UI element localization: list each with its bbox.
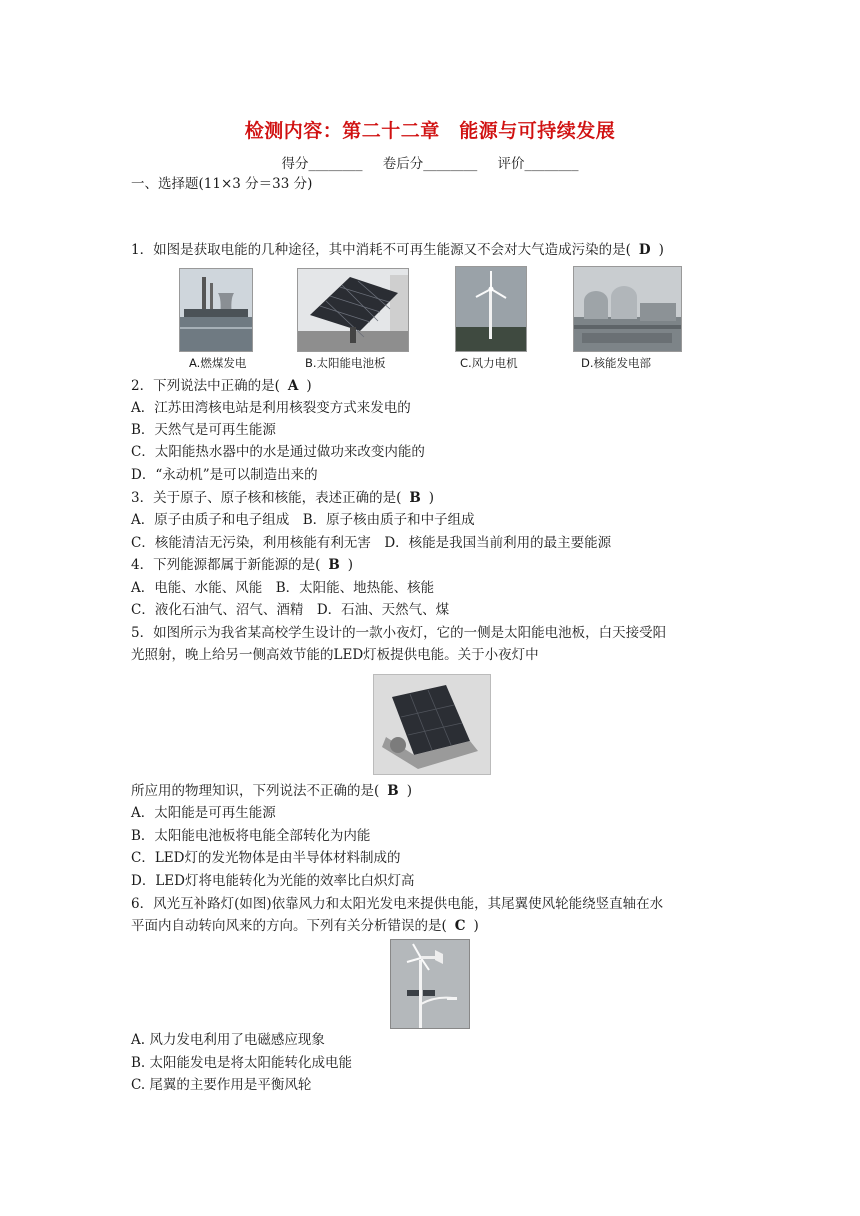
page-title: 检测内容：第二十二章 能源与可持续发展 <box>244 120 616 142</box>
question-1-close: ) <box>658 242 664 258</box>
question-2-close: ) <box>306 378 312 394</box>
question-6-text: 平面内自动转向风来的方向。下列有关分析错误的是( <box>131 918 447 934</box>
question-6-option-c: C. 尾翼的主要作用是平衡风轮 <box>131 1077 312 1093</box>
question-2-text: 2．下列说法中正确的是( <box>131 378 280 394</box>
question-2-option-c: C．太阳能热水器中的水是通过做功来改变内能的 <box>131 444 425 460</box>
question-4-stem <box>131 555 353 575</box>
score-label: 得分________ <box>281 156 363 172</box>
question-3-stem <box>131 488 434 508</box>
question-6-close: ) <box>473 918 479 934</box>
wind-solar-streetlight-photo <box>390 939 470 1029</box>
question-2-option-d: D．“永动机”是可以制造出来的 <box>131 467 318 483</box>
question-6-option-b: B. 太阳能发电是将太阳能转化成电能 <box>131 1055 353 1071</box>
section-title: 一、选择题(11×3 分＝33 分) <box>131 176 313 192</box>
question-5-stem-line2: 光照射，晚上给另一侧高效节能的LED灯板提供电能。关于小夜灯中 <box>131 647 539 663</box>
question-5-option-c: C．LED灯的发光物体是由半导体材料制成的 <box>131 850 401 866</box>
question-4-text: 4．下列能源都属于新能源的是( <box>131 557 321 573</box>
question-4-answer: B <box>328 557 340 573</box>
question-6-stem-line2 <box>131 916 479 936</box>
question-5-option-d: D．LED灯将电能转化为光能的效率比白炽灯高 <box>131 873 415 889</box>
question-5-option-b: B．太阳能电池板将电能全部转化为内能 <box>131 828 371 844</box>
question-3-option-ab: A．原子由质子和电子组成 B．原子核由质子和中子组成 <box>131 512 475 528</box>
question-2-answer: A <box>287 378 299 394</box>
score-line <box>0 152 860 172</box>
question-6-answer: C <box>454 918 466 934</box>
question-4-close: ) <box>347 557 354 573</box>
question-4-option-cd: C．液化石油气、沼气、酒精 D．石油、天然气、煤 <box>131 602 450 618</box>
question-2-option-a: A．江苏田湾核电站是利用核裂变方式来发电的 <box>131 400 411 416</box>
question-2-option-b: B．天然气是可再生能源 <box>131 422 276 438</box>
question-2-stem <box>131 376 312 396</box>
question-3-answer: B <box>409 490 421 506</box>
caption-b: B.太阳能电池板 <box>305 356 386 370</box>
question-5-answer: B <box>387 783 399 799</box>
question-5-stem-line3 <box>131 781 412 801</box>
wind-turbine-photo <box>455 266 527 352</box>
question-5-text: 所应用的物理知识，下列说法不正确的是( <box>131 783 380 799</box>
question-5-stem-line1: 5．如图所示为我省某高校学生设计的一款小夜灯，它的一侧是太阳能电池板，白天接受阳 <box>131 625 667 641</box>
solar-panel-photo <box>297 268 409 352</box>
question-6-stem-line1: 6．风光互补路灯(如图)依靠风力和太阳光发电来提供电能，其尾翼使风轮能绕竖直轴在水 <box>131 896 664 912</box>
paper-score-label: 卷后分________ <box>382 156 478 172</box>
coal-power-photo <box>179 268 253 352</box>
question-5-close: ) <box>406 783 412 799</box>
caption-a: A.燃煤发电 <box>189 356 247 370</box>
caption-d: D.核能发电部 <box>581 356 652 370</box>
nuclear-plant-photo <box>573 266 682 352</box>
question-4-option-ab: A．电能、水能、风能 B．太阳能、地热能、核能 <box>131 580 435 596</box>
caption-c: C.风力电机 <box>460 356 518 370</box>
question-3-close: ) <box>428 490 435 506</box>
question-3-option-cd: C．核能清洁无污染，利用核能有利无害 D．核能是我国当前利用的最主要能源 <box>131 535 612 551</box>
question-1-stem <box>131 240 664 260</box>
question-1-text: 1．如图是获取电能的几种途径，其中消耗不可再生能源又不会对大气造成污染的是( <box>131 242 631 258</box>
question-3-text: 3．关于原子、原子核和核能，表述正确的是( <box>131 490 402 506</box>
night-light-photo <box>373 674 491 775</box>
evaluation-label: 评价________ <box>497 156 579 172</box>
question-6-option-a: A. 风力发电利用了电磁感应现象 <box>131 1032 325 1048</box>
question-5-option-a: A．太阳能是可再生能源 <box>131 805 276 821</box>
question-1-answer: D <box>638 242 651 258</box>
